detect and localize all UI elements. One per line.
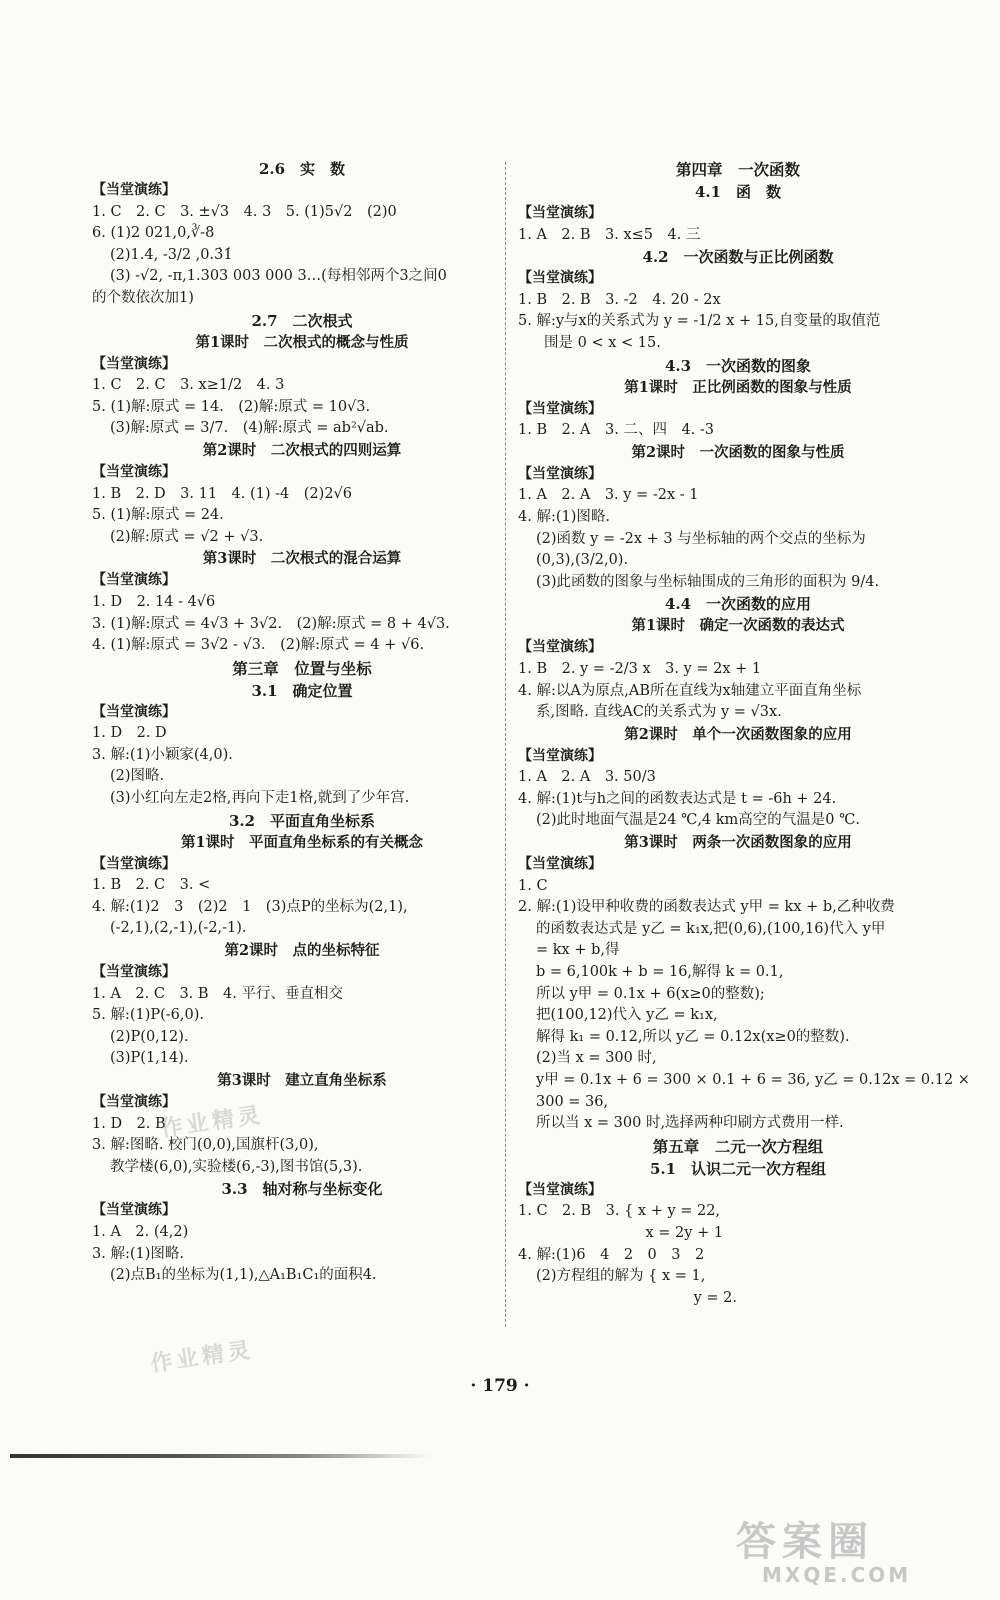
answer-line: 5. (1)解:原式 = 14. (2)解:原式 = 10√3. <box>92 398 371 415</box>
answer-line-indented: (3)此函数的图象与坐标轴围成的三角形的面积为 9/4. <box>536 573 880 590</box>
section-heading: 3.3 轴对称与坐标变化 <box>221 1180 383 1199</box>
practice-tag: 【当堂演练】 <box>92 1202 176 1219</box>
answer-line: 5. 解:(1)P(-6,0). <box>92 1007 205 1024</box>
answer-line: 1. A 2. A 3. 50/3 <box>518 769 656 786</box>
site-watermark <box>736 1520 986 1588</box>
practice-tag: 【当堂演练】 <box>92 1094 176 1110</box>
answer-line-indented: b = 6,100k + b = 16,解得 k = 0.1, <box>536 964 784 981</box>
answer-line-indented: (3)小红向左走2格,再向下走1格,就到了少年宫. <box>110 790 410 807</box>
answer-line: 4. 解:(1)2 3 (2)2 1 (3)点P的坐标为(2,1), <box>92 898 408 915</box>
section-heading: 3.1 确定位置 <box>251 681 353 700</box>
practice-tag: 【当堂演练】 <box>518 465 602 482</box>
practice-tag: 【当堂演练】 <box>92 355 176 372</box>
column-divider <box>505 162 506 1327</box>
answer-line-indented: 300 = 36, <box>536 1093 609 1110</box>
answer-line-indented: (3)解:原式 = 3/7. (4)解:原式 = ab²√ab. <box>110 420 389 437</box>
right-column <box>518 158 970 1309</box>
lesson-heading: 第1课时 正比例函数的图象与性质 <box>624 378 852 396</box>
answer-line: 1. A 2. C 3. B 4. 平行、垂直相交 <box>92 985 343 1002</box>
section-heading: 4.1 函 数 <box>694 183 782 201</box>
answer-line-indented: (2)此时地面气温是24 ℃,4 km高空的气温是0 ℃. <box>536 812 860 829</box>
answer-line: 4. (1)解:原式 = 3√2 - √3. (2)解:原式 = 4 + √6. <box>92 637 425 654</box>
answer-line-indented: 教学楼(6,0),实验楼(6,-3),图书馆(5,3). <box>110 1158 363 1175</box>
answer-line-indented: (3) -√2, -π,1.303 003 000 3…(每相邻两个3之间0 <box>110 268 447 285</box>
lesson-heading: 第3课时 建立直角坐标系 <box>217 1072 387 1089</box>
section-heading: 4.3 一次函数的图象 <box>664 356 812 375</box>
answer-line-indented: (2)1.4, -3/2 ,0.3̇1̇ <box>110 246 233 263</box>
answer-line: 2. 解:(1)设甲种收费的函数表达式 y甲 = kx + b,乙种收费 <box>518 899 895 916</box>
practice-tag: 【当堂演练】 <box>518 270 602 287</box>
answer-line: 3. 解:(1)小颖家(4,0). <box>92 746 233 763</box>
section-heading: 5.1 认识二元一次方程组 <box>649 1159 827 1178</box>
practice-tag: 【当堂演练】 <box>92 964 176 981</box>
section-heading: 2.6 实 数 <box>258 160 346 178</box>
chapter-heading: 第三章 位置与坐标 <box>232 658 372 678</box>
answer-line: 1. C 2. C 3. x≥1/2 4. 3 <box>92 377 285 394</box>
answer-line: 1. D 2. B <box>92 1115 166 1132</box>
answer-line: 1. D 2. 14 - 4√6 <box>92 593 216 610</box>
section-heading: 4.4 一次函数的应用 <box>664 595 812 614</box>
watermark-title: 答案圈 <box>736 1519 874 1565</box>
answer-line: 的个数依次加1) <box>92 289 194 306</box>
lesson-heading: 第2课时 单个一次函数图象的应用 <box>624 725 852 743</box>
answer-line: 1. B 2. C 3. < <box>92 877 211 894</box>
left-column <box>92 158 512 1287</box>
answer-line: 1. A 2. A 3. y = -2x - 1 <box>518 487 699 504</box>
lesson-heading: 第2课时 一次函数的图象与性质 <box>631 443 845 461</box>
chapter-heading: 第四章 一次函数 <box>675 160 800 179</box>
answer-line-indented: 所以当 x = 300 时,选择两种印刷方式费用一样. <box>536 1115 844 1132</box>
practice-tag: 【当堂演练】 <box>518 205 602 221</box>
answer-line: 1. B 2. B 3. -2 4. 20 - 2x <box>518 291 721 308</box>
answer-line: 1. B 2. D 3. 11 4. (1) -4 (2)2√6 <box>92 485 353 502</box>
answer-line-indented: 所以 y甲 = 0.1x + 6(x≥0的整数); <box>536 985 765 1002</box>
answer-line: 1. C 2. B 3. { x + y = 22, <box>518 1203 721 1220</box>
answer-line: 5. 解:y与x的关系式为 y = -1/2 x + 15,自变量的取值范 <box>518 313 881 330</box>
answer-line: 4. 解:(1)6 4 2 0 3 2 <box>518 1246 705 1263</box>
scan-edge-line <box>10 1454 430 1458</box>
lesson-heading: 第1课时 二次根式的概念与性质 <box>195 333 409 351</box>
answer-line-continued: x = 2y + 1 <box>544 1224 724 1241</box>
page-number: · 179 · <box>470 1376 530 1396</box>
practice-tag: 【当堂演练】 <box>518 747 602 764</box>
section-heading: 3.2 平面直角坐标系 <box>228 811 376 830</box>
stamp-watermark: 作业精灵 <box>148 1336 256 1378</box>
answer-line: 3. (1)解:原式 = 4√3 + 3√2. (2)解:原式 = 8 + 4√3. <box>92 615 450 632</box>
answer-line: 1. A 2. (4,2) <box>92 1223 189 1240</box>
practice-tag: 【当堂演练】 <box>92 572 176 589</box>
answer-line-indented: 系,图略. 直线AC的关系式为 y = √3x. <box>536 704 782 721</box>
answer-line: 1. B 2. A 3. 二、四 4. -3 <box>518 422 715 439</box>
answer-line: 3. 解:(1)图略. <box>92 1245 184 1262</box>
answer-line-indented: (2)点B₁的坐标为(1,1),△A₁B₁C₁的面积4. <box>110 1267 377 1284</box>
answer-line-indented: (2)图略. <box>110 768 165 785</box>
lesson-heading: 第1课时 平面直角坐标系的有关概念 <box>180 833 424 851</box>
answer-line: 1. D 2. D <box>92 725 167 742</box>
answer-line-indented: (2)P(0,12). <box>110 1028 189 1045</box>
answer-line-indented: (2)当 x = 300 时, <box>536 1050 657 1067</box>
answer-line: 1. C 2. C 3. ±√3 4. 3 5. (1)5√2 (2)0 <box>92 203 397 220</box>
answer-line-indented: (2)函数 y = -2x + 3 与坐标轴的两个交点的坐标为 <box>536 530 866 547</box>
lesson-heading: 第2课时 二次根式的四则运算 <box>202 441 402 459</box>
lesson-heading: 第2课时 点的坐标特征 <box>224 942 380 960</box>
practice-tag: 【当堂演练】 <box>518 639 602 656</box>
answer-line-indented: = kx + b,得 <box>536 942 620 959</box>
answer-line: 4. 解:(1)t与h之间的函数表达式是 t = -6h + 24. <box>518 790 837 807</box>
lesson-heading: 第3课时 二次根式的混合运算 <box>202 550 402 568</box>
answer-line: 1. C <box>518 877 548 894</box>
answer-line-indented: (-2,1),(2,-1),(-2,-1). <box>110 920 247 937</box>
practice-tag: 【当堂演练】 <box>92 855 176 872</box>
answer-line: 1. B 2. y = -2/3 x 3. y = 2x + 1 <box>518 660 762 677</box>
answer-line: 4. 解:以A为原点,AB所在直线为x轴建立平面直角坐标 <box>518 682 862 699</box>
answer-line-indented: 解得 k₁ = 0.12,所以 y乙 = 0.12x(x≥0的整数). <box>536 1028 850 1045</box>
answer-line-continued: y = 2. <box>544 1289 738 1306</box>
answer-line-indented: (2)解:原式 = √2 + √3. <box>110 528 264 545</box>
practice-tag: 【当堂演练】 <box>518 856 602 873</box>
answer-line-indented: (3)P(1,14). <box>110 1050 189 1067</box>
lesson-heading: 第3课时 两条一次函数图象的应用 <box>624 834 852 852</box>
lesson-heading: 第1课时 确定一次函数的表达式 <box>631 617 845 635</box>
answer-line-indented: (2)方程组的解为 { x = 1, <box>536 1268 706 1285</box>
chapter-heading: 第五章 二元一次方程组 <box>652 1136 824 1156</box>
answer-line-indented: 的函数表达式是 y乙 = k₁x,把(0,6),(100,16)代入 y甲 <box>536 920 886 937</box>
stamp-watermark: 作业精灵 <box>158 1101 266 1143</box>
answer-line-indented: y甲 = 0.1x + 6 = 300 × 0.1 + 6 = 36, y乙 = 0.12x = 0.12 × <box>536 1072 970 1088</box>
answer-line: 3. 解:图略. 校门(0,0),国旗杆(3,0), <box>92 1137 319 1154</box>
practice-tag: 【当堂演练】 <box>92 182 176 198</box>
practice-tag: 【当堂演练】 <box>92 463 176 480</box>
answer-line: 6. (1)2 021,0,∛-8 <box>92 225 215 242</box>
practice-tag: 【当堂演练】 <box>518 400 602 417</box>
answer-line: 4. 解:(1)图略. <box>518 508 610 525</box>
answer-line-indented: 把(100,12)代入 y乙 = k₁x, <box>536 1007 718 1024</box>
answer-line: 1. A 2. B 3. x≤5 4. 三 <box>518 226 701 243</box>
answer-line-continued: 围是 0 < x < 15. <box>544 334 661 351</box>
practice-tag: 【当堂演练】 <box>518 1181 602 1198</box>
section-heading: 4.2 一次函数与正比例函数 <box>642 248 834 267</box>
section-heading: 2.7 二次根式 <box>251 311 353 330</box>
answer-line-indented: (0,3),(3/2,0). <box>536 552 629 569</box>
practice-tag: 【当堂演练】 <box>92 703 176 720</box>
answer-line: 5. (1)解:原式 = 24. <box>92 507 224 524</box>
watermark-url: MXQE.COM <box>762 1563 912 1587</box>
